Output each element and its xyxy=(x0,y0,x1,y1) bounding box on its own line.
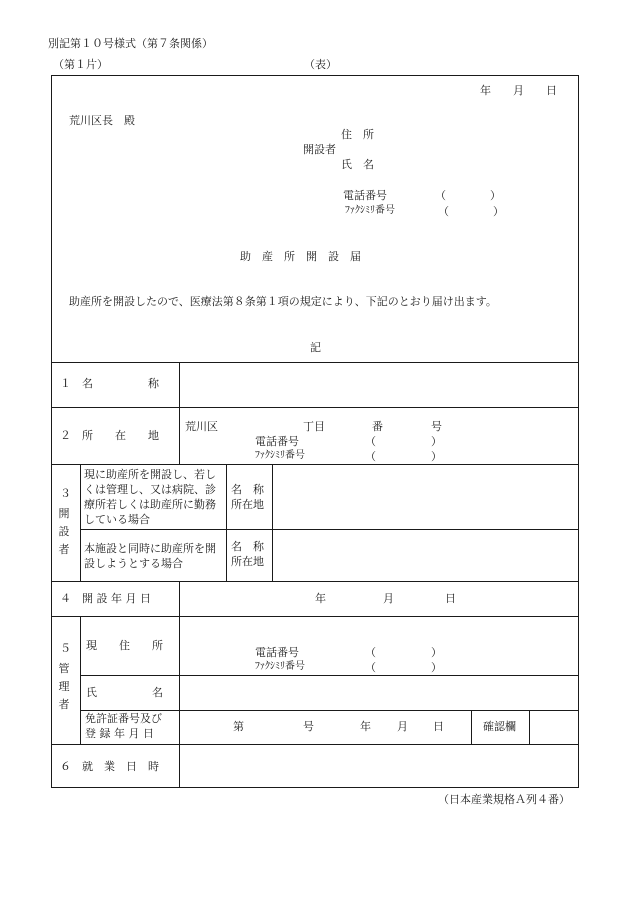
row2-label: ２ 所 在 地 xyxy=(60,429,159,442)
rule xyxy=(80,464,81,581)
row5-fax-parens: （ ） xyxy=(365,661,442,674)
row3-case-existing: 現に助産所を開設し、若しくは管理し、又は病院、診療所若しくは助産所に勤務している場合 xyxy=(84,468,216,526)
row2-phone-label: 電話番号 xyxy=(255,435,299,448)
row5-fax-label: ﾌｧｸｼﾐﾘ番号 xyxy=(255,661,305,672)
row5-license-label-1: 免許証番号及び xyxy=(85,712,162,725)
row5-license-year: 年 xyxy=(360,720,371,733)
row2-go: 号 xyxy=(431,420,442,433)
row5-number: ５ xyxy=(60,642,71,655)
rule xyxy=(51,616,579,617)
fax-parens: （ ） xyxy=(438,205,504,218)
row4-month: 月 xyxy=(383,592,394,605)
row4-year: 年 xyxy=(315,592,326,605)
row2-fax-label: ﾌｧｸｼﾐﾘ番号 xyxy=(255,450,305,461)
ki-mark: 記 xyxy=(310,341,321,354)
rule xyxy=(80,710,579,711)
row3-name-label-1: 名 称 xyxy=(231,483,264,496)
row3-name-label-2: 名 称 xyxy=(231,540,264,553)
rule xyxy=(51,581,579,582)
row2-ward: 荒川区 xyxy=(185,420,218,433)
row1-label: １ 名 称 xyxy=(60,377,159,390)
row5-license-month: 月 xyxy=(397,720,408,733)
rule xyxy=(471,710,472,744)
address-label: 住 所 xyxy=(341,128,374,141)
founder-label: 開設者 xyxy=(303,143,336,156)
row6-label: ６ 就 業 日 時 xyxy=(60,760,159,773)
fax-label: ﾌｧｸｼﾐﾘ番号 xyxy=(345,205,395,216)
rule xyxy=(80,616,81,744)
rule xyxy=(80,529,579,530)
form-number: 別記第１０号様式（第７条関係） xyxy=(48,37,213,50)
rule xyxy=(226,464,227,581)
row5-address-label: 現 住 所 xyxy=(86,639,163,652)
row4-day: 日 xyxy=(445,592,456,605)
row5-phone-label: 電話番号 xyxy=(255,646,299,659)
row3-location-label-1: 所在地 xyxy=(231,498,264,511)
row3-case-simultaneous: 本施設と同時に助産所を開設しようとする場合 xyxy=(84,542,216,570)
rule xyxy=(80,675,579,676)
row5-license-label-2: 登 録 年 月 日 xyxy=(85,727,154,740)
rule xyxy=(179,581,180,616)
rule xyxy=(179,616,180,744)
rule xyxy=(51,744,579,745)
submission-date: 年 月 日 xyxy=(480,84,557,97)
page-label: （第１片） xyxy=(53,58,108,71)
row2-phone-parens: （ ） xyxy=(365,435,442,448)
row4-label: ４ 開 設 年 月 日 xyxy=(60,592,151,605)
rule xyxy=(51,464,579,465)
phone-parens: （ ） xyxy=(435,189,501,202)
statement: 助産所を開設したので、医療法第８条第１項の規定により、下記のとおり届け出ます。 xyxy=(69,295,497,308)
row2-fax-parens: （ ） xyxy=(365,450,442,463)
rule xyxy=(51,407,579,408)
row5-confirm-label: 確認欄 xyxy=(483,720,516,733)
side-label: （表） xyxy=(304,58,337,71)
row5-license-go: 号 xyxy=(303,720,314,733)
row5-phone-parens: （ ） xyxy=(365,646,442,659)
row5-license-day: 日 xyxy=(433,720,444,733)
row3-number: ３ xyxy=(60,487,71,500)
row3-vertical-label: 開設者 xyxy=(58,507,70,556)
row5-vertical-label: 管理者 xyxy=(58,662,70,711)
row5-license-dai: 第 xyxy=(233,720,244,733)
row2-ban: 番 xyxy=(372,420,383,433)
rule xyxy=(272,464,273,581)
addressee: 荒川区長 殿 xyxy=(69,114,135,127)
paper-size-note: （日本産業規格Ａ列４番） xyxy=(438,793,570,806)
phone-label: 電話番号 xyxy=(343,189,387,202)
name-label: 氏 名 xyxy=(341,158,374,171)
rule xyxy=(51,362,579,363)
row3-location-label-2: 所在地 xyxy=(231,555,264,568)
row2-chome: 丁目 xyxy=(303,420,325,433)
rule xyxy=(179,362,180,464)
row5-name-label: 氏 名 xyxy=(86,686,163,699)
form-title: 助 産 所 開 設 届 xyxy=(240,250,361,263)
rule xyxy=(179,744,180,788)
rule xyxy=(529,710,530,744)
